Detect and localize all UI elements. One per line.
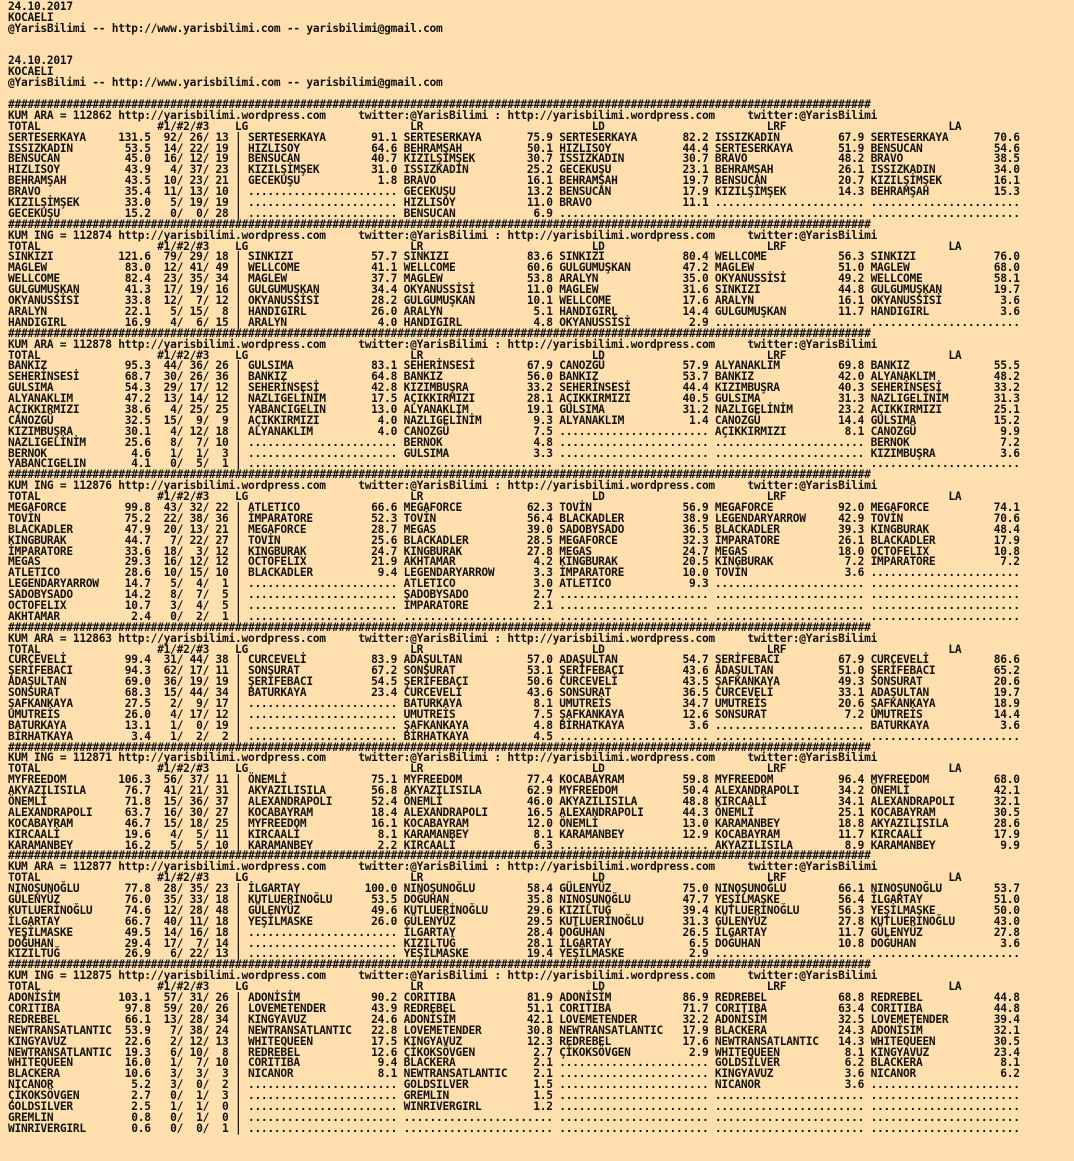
separator-line: ##################################################################################################################################### [8, 217, 871, 231]
separator-line: ##################################################################################################################################### [8, 468, 871, 482]
horse-row: MAGLEW 83.0 12/ 41/ 49 | WELLCOME 41.1 WELLCOME 60.6 GULGUMUŞKAN 47.2 MAGLEW 51.0 MAGLEW 68.0 [8, 261, 1020, 275]
horse-row: ALEXANDRAPOLI 63.7 16/ 30/ 27 | KOCABAYRAM 18.4 ALEXANDRAPOLI 16.5 ALEXANDRAPOLI 44.3 ÖNEMLİ 25.1 KOCABAYRAM 30.5 [8, 805, 1020, 819]
horse-row: NAZLIGELİNİM 25.6 8/ 7/ 10 | ....................... BERNOK 4.8 ....................... ....................... BERNOK 7.2 [8, 435, 1020, 449]
horse-row: GECEKUŞU 15.2 0/ 0/ 28 | ....................... BENSUCAN 6.9 ....................... ....................... ....................... [8, 206, 1020, 220]
horse-row: İLGARTAY 66.7 40/ 11/ 18 | YEŞİLMASKE 26.0 GÜLENYÜZ 29.5 KUTLUERİNOĞLU 31.3 GÜLENYÜZ 27.8 KUTLUERİNOĞLU 43.0 [8, 914, 1020, 928]
report-city: KOCAELI [8, 65, 54, 79]
race-sections [8, 100, 1074, 1135]
column-header: TOTAL #1/#2/#3 LG LR LD LRF LA [8, 490, 962, 504]
horse-row: ISSIZKADIN 53.5 14/ 22/ 19 | HIZLISOY 64.6 BEHRAMŞAH 50.1 HIZLISOY 44.4 SERTESERKAYA 51.9 BENSUCAN 54.6 [8, 141, 1020, 155]
contact-line: @YarisBilimi -- http://www.yarisbilimi.com -- yarisbilimi@gmail.com [8, 21, 443, 35]
horse-row: ADONİSİM 103.1 57/ 31/ 26 | ADONİSİM 90.2 CORITIBA 81.9 ADONİSİM 86.9 REDREBEL 68.8 REDREBEL 44.8 [8, 991, 1020, 1005]
horse-row: YABANCIGELIN 4.1 0/ 5/ 1 | ....................... ....................... ....................... ....................... ....................... [8, 457, 1020, 471]
horse-row: BLACKERA 10.6 3/ 3/ 3 | NICANOR 8.1 NEWTRANSATLANTIC 2.1 ....................... KINGYAVUZ 3.6 NICANOR 6.2 [8, 1067, 1020, 1081]
horse-row: ADAŞULTAN 69.0 36/ 19/ 19 | ŞERİFEBACI 54.5 ŞERİFEBACI 50.6 CURCEVELİ 43.5 ŞAFKANKAYA 49.3 SONSURAT 20.6 [8, 675, 1020, 689]
horse-row: NEWTRANSATLANTIC 53.9 7/ 38/ 24 | NEWTRANSATLANTIC 22.8 LOVEMETENDER 30.8 NEWTRANSATLANTIC 17.9 BLACKERA 24.3 ADONİSİM 32.1 [8, 1023, 1020, 1037]
horse-row: DOĞUHAN 29.4 17/ 7/ 14 | ....................... KIZILTUĞ 28.1 İLGARTAY 6.5 DOĞUHAN 10.8 DOĞUHAN 3.6 [8, 936, 1020, 950]
horse-row: GREMLIN 0.8 0/ 1/ 0 | ....................... ....................... ....................... ....................... ....................... [8, 1110, 1020, 1124]
horse-row: ÖNEMLİ 71.8 15/ 36/ 37 | ALEXANDRAPOLI 52.4 ÖNEMLİ 46.0 AKYAZILISILA 48.8 KIRCAALİ 34.1 ALEXANDRAPOLI 32.1 [8, 795, 1020, 809]
horse-row: BANKIZ 95.3 44/ 36/ 26 | GULSIMA 83.1 SEHERİNSESİ 67.9 CANOZGÜ 57.9 ALYANAKLIM 69.8 BANKIZ 55.5 [8, 359, 1020, 373]
horse-row: UMUTREİS 26.0 4/ 17/ 12 | ....................... UMUTREİS 7.5 ŞAFKANKAYA 12.6 SONSURAT 7.2 UMUTREİS 14.4 [8, 707, 1020, 721]
column-header: TOTAL #1/#2/#3 LG LR LD LRF LA [8, 762, 962, 776]
separator-line: ##################################################################################################################################### [8, 740, 871, 754]
horse-row: CURCEVELİ 99.4 31/ 44/ 38 | CURCEVELİ 83.9 ADAŞULTAN 57.0 ADAŞULTAN 54.7 ŞERİFEBACI 67.9 CURCEVELİ 86.6 [8, 653, 1020, 667]
horse-row: WELLCOME 82.4 23/ 35/ 34 | MAGLEW 37.7 MAGLEW 53.8 ARALYN 35.0 OKYANUSSİSİ 49.2 WELLCOME 58.1 [8, 272, 1020, 286]
horse-row: LEGENDARYARROW 14.7 5/ 4/ 1 | ....................... ATLETICO 3.0 ATLETICO 9.3 ....................... ....................... [8, 577, 1020, 591]
race-title: KUM ARA = 112862 http://yarisbilimi.wordpress.com twitter:@YarisBilimi : http://yarisbilimi.wordpress.com twitter:@YarisBilimi [8, 108, 878, 122]
horse-row: WHITEQUEEN 16.0 1/ 7/ 10 | CORITIBA 9.4 BLACKERA 2.1 ....................... GOLDSILVER 6.2 BLACKERA 8.1 [8, 1056, 1020, 1070]
race-title: KUM ING = 112876 http://yarisbilimi.wordpress.com twitter:@YarisBilimi : http://yarisbilimi.wordpress.com twitter:@YarisBilimi [8, 479, 878, 493]
horse-row: GOLDSILVER 2.5 1/ 1/ 0 | ....................... WINRIVERGIRL 1.2 ....................... ....................... ....................... [8, 1099, 1020, 1113]
horse-row: HIZLISOY 43.9 4/ 37/ 23 | KIZILŞİMŞEK 31.0 ISSIZKADIN 25.2 GECEKUŞU 23.1 BEHRAMŞAH 26.1 ISSIZKADIN 34.0 [8, 163, 1020, 177]
horse-row: AKYAZILISILA 76.7 41/ 21/ 31 | AKYAZILISILA 56.8 AKYAZILISILA 62.9 MYFREEDOM 50.4 ALEXANDRAPOLI 34.2 ÖNEMLİ 42.1 [8, 784, 1020, 798]
horse-row: ARALYN 22.1 5/ 15/ 8 | HANDIGIRL 26.0 ARALYN 5.1 HANDIGIRL 14.4 GULGUMUŞKAN 11.7 HANDIGIRL 3.6 [8, 304, 1020, 318]
race-title: KUM ARA = 112863 http://yarisbilimi.wordpress.com twitter:@YarisBilimi : http://yarisbilimi.wordpress.com twitter:@YarisBilimi [8, 631, 878, 645]
separator-line: ##################################################################################################################################### [8, 958, 871, 972]
horse-row: CORITIBA 97.8 59/ 20/ 26 | LOVEMETENDER 43.9 REDREBEL 51.1 CORITIBA 71.7 CORITIBA 63.4 CORITIBA 44.8 [8, 1001, 1020, 1015]
horse-row: BİRHATKAYA 3.4 1/ 2/ 2 | ....................... BİRHATKAYA 4.5 ....................... ....................... ....................... [8, 729, 1020, 743]
horse-row: KUTLUERİNOĞLU 74.6 12/ 28/ 48 | GÜLENYÜZ 49.6 KUTLUERİNOĞLU 29.6 KIZILTUĞ 39.4 KUTLUERİNOĞLU 56.3 YEŞİLMASKE 50.0 [8, 903, 1020, 917]
horse-row: ÇİKOKSÖVGEN 2.7 0/ 1/ 3 | ....................... GREMLIN 1.5 ....................... ....................... ....................... [8, 1089, 1020, 1103]
horse-row: KINGBURAK 44.7 7/ 22/ 27 | TOVİN 25.6 BLACKADLER 28.5 MEGAFORCE 32.3 İMPARATORE 26.1 BLACKADLER 17.9 [8, 533, 1020, 547]
horse-row: İMPARATORE 33.6 18/ 3/ 12 | KINGBURAK 24.7 KINGBURAK 27.8 MEGAS 24.7 MEGAS 18.0 OCTOFELIX 10.8 [8, 544, 1020, 558]
horse-row: SERTESERKAYA 131.5 92/ 26/ 13 | SERTESERKAYA 91.1 SERTESERKAYA 75.9 SERTESERKAYA 82.2 ISSIZKADIN 67.9 SERTESERKAYA 70.6 [8, 130, 1020, 144]
horse-row: OKYANUSSİSİ 33.8 12/ 7/ 12 | OKYANUSSİSİ 28.2 GULGUMUŞKAN 10.1 WELLCOME 17.6 ARALYN 16.1 OKYANUSSİSİ 3.6 [8, 294, 1020, 308]
report-date: 24.10.2017 [8, 54, 73, 68]
horse-row: KINGYAVUZ 22.6 2/ 12/ 13 | WHITEQUEEN 17.5 KINGYAVUZ 12.3 REDREBEL 17.6 NEWTRANSATLANTIC 14.3 WHITEQUEEN 30.5 [8, 1034, 1020, 1048]
column-header: TOTAL #1/#2/#3 LG LR LD LRF LA [8, 119, 962, 133]
horse-row: ŞAFKANKAYA 27.5 2/ 9/ 17 | ....................... BATURKAYA 8.1 UMUTREİS 34.7 UMUTREİS 20.6 ŞAFKANKAYA 18.9 [8, 697, 1020, 710]
horse-row: BATURKAYA 13.1 1/ 0/ 19 | ....................... ŞAFKANKAYA 4.8 BİRHATKAYA 3.6 ....................... BATURKAYA 3.6 [8, 718, 1020, 732]
race-title: KUM ING = 112871 http://yarisbilimi.wordpress.com twitter:@YarisBilimi : http://yarisbilimi.wordpress.com twitter:@YarisBilimi [8, 751, 878, 765]
column-header: TOTAL #1/#2/#3 LG LR LD LRF LA [8, 871, 962, 885]
race-title: KUM ING = 112875 http://yarisbilimi.wordpress.com twitter:@YarisBilimi : http://yarisbilimi.wordpress.com twitter:@YarisBilimi [8, 969, 878, 983]
blank-line [8, 46, 1074, 57]
horse-row: OCTOFELIX 10.7 3/ 4/ 5 | ....................... İMPARATORE 2.1 ....................... ....................... ....................... [8, 598, 1020, 612]
report-city: KOCAELI [8, 10, 54, 24]
horse-row: REDREBEL 66.1 13/ 28/ 34 | KINGYAVUZ 24.6 ADONİSİM 42.1 LOVEMETENDER 32.2 ADONİSİM 32.5 LOVEMETENDER 39.4 [8, 1012, 1020, 1026]
horse-row: BEHRAMŞAH 43.5 10/ 23/ 21 | GECEKUŞU 1.8 BRAVO 16.1 BEHRAMŞAH 19.7 BENSUCAN 20.7 KIZILŞİMŞEK 16.1 [8, 174, 1020, 188]
horse-row: GULGUMUŞKAN 41.3 17/ 19/ 16 | GULGUMUŞKAN 34.4 OKYANUSSİSİ 11.0 MAGLEW 31.6 SINKIZI 44.8 GULGUMUŞKAN 19.7 [8, 283, 1020, 297]
horse-row: GULSIMA 54.3 29/ 17/ 12 | SEHERİNSESİ 42.8 KIZIMBUŞRA 33.2 SEHERİNSESİ 44.4 KIZIMBUŞRA 40.3 SEHERİNSESİ 33.2 [8, 381, 1020, 395]
column-header: TOTAL #1/#2/#3 LG LR LD LRF LA [8, 348, 962, 362]
column-header: TOTAL #1/#2/#3 LG LR LD LRF LA [8, 239, 962, 253]
race-section [8, 470, 1074, 622]
race-section [8, 740, 1074, 852]
horse-row: KIZILŞİMŞEK 33.0 5/ 19/ 19 | ....................... HIZLISOY 11.0 BRAVO 11.1 ....................... ....................... [8, 196, 1020, 210]
horse-row: CANOZGÜ 32.5 15/ 9/ 9 | AÇIKKIRMIZI 4.0 NAZLIGELİNİM 9.3 ALYANAKLIM 1.4 CANOZGÜ 14.4 GULSIMA 15.2 [8, 413, 1020, 427]
horse-row: MYFREEDOM 106.3 56/ 37/ 11 | ÖNEMLİ 75.1 MYFREEDOM 77.4 KOCABAYRAM 59.8 MYFREEDOM 96.4 MYFREEDOM 68.0 [8, 773, 1020, 787]
horse-row: KIRCAALİ 19.6 4/ 5/ 11 | KIRCAALİ 8.1 KARAMANBEY 8.1 KARAMANBEY 12.9 KOCABAYRAM 11.7 KIRCAALİ 17.9 [8, 827, 1020, 841]
horse-row: NICANOR 5.2 3/ 0/ 2 | ....................... GOLDSILVER 1.5 ....................... NICANOR 3.6 ....................... [8, 1078, 1020, 1092]
horse-row: WINRIVERGIRL 0.6 0/ 0/ 1 | ....................... ....................... ....................... ....................... ....................... [8, 1121, 1020, 1135]
horse-row: NINOŞUNOĞLU 77.8 28/ 35/ 23 | İLGARTAY 100.0 NINOŞUNOĞLU 58.4 GÜLENYÜZ 75.0 NINOŞUNOĞLU 66.1 NINOŞUNOĞLU 53.7 [8, 882, 1020, 896]
horse-row: KARAMANBEY 16.2 5/ 5/ 10 | KARAMANBEY 2.2 KIRCAALİ 6.3 ....................... AKYAZILISILA 8.9 KARAMANBEY 9.9 [8, 838, 1020, 852]
horse-row: SINKIZI 121.6 79/ 29/ 18 | SINKIZI 57.7 SINKIZI 83.6 SINKIZI 80.4 WELLCOME 56.3 SINKIZI 76.0 [8, 250, 1020, 264]
horse-row: BLACKADLER 47.9 20/ 13/ 21 | MEGAFORCE 28.7 MEGAS 39.0 SADOBYSADO 36.5 BLACKADLER 39.3 KINGBURAK 48.4 [8, 522, 1020, 536]
separator-line: ##################################################################################################################################### [8, 849, 871, 863]
horse-row: SADOBYSADO 14.2 8/ 7/ 5 | ....................... SADOBYSADO 2.7 ....................... ....................... ....................... [8, 588, 1020, 602]
report-date: 24.10.2017 [8, 0, 73, 13]
horse-row: BENSUCAN 45.0 16/ 12/ 19 | BENSUCAN 40.7 KIZILŞİMŞEK 30.7 ISSIZKADIN 30.7 BRAVO 48.2 BRAVO 38.5 [8, 152, 1020, 166]
separator-line: ##################################################################################################################################### [8, 98, 871, 112]
horse-row: KOCABAYRAM 46.7 15/ 18/ 25 | MYFREEDOM 16.1 KOCABAYRAM 12.0 ÖNEMLİ 13.0 KARAMANBEY 18.8 AKYAZILISILA 28.6 [8, 816, 1020, 830]
separator-line: ##################################################################################################################################### [8, 326, 871, 340]
race-title: KUM ARA = 112878 http://yarisbilimi.wordpress.com twitter:@YarisBilimi : http://yarisbilimi.wordpress.com twitter:@YarisBilimi [8, 337, 878, 351]
horse-row: NEWTRANSATLANTIC 19.3 6/ 10/ 8 | REDREBEL 12.6 ÇİKOKSÖVGEN 2.7 ÇİKOKSÖVGEN 2.9 WHITEQUEEN 8.1 KINGYAVUZ 23.4 [8, 1045, 1020, 1059]
column-header: TOTAL #1/#2/#3 LG LR LD LRF LA [8, 642, 962, 656]
race-section [8, 851, 1074, 960]
horse-row: GÜLENYÜZ 76.0 35/ 33/ 18 | KUTLUERİNOĞLU 53.5 DOĞUHAN 35.8 NINOŞUNOĞLU 47.7 YEŞİLMASKE 56.4 İLGARTAY 51.0 [8, 893, 1020, 907]
separator-line: ##################################################################################################################################### [8, 620, 871, 634]
column-header: TOTAL #1/#2/#3 LG LR LD LRF LA [8, 980, 962, 994]
race-section [8, 620, 1074, 743]
horse-row: MEGAS 29.3 16/ 12/ 12 | OCTOFELIX 21.9 AKHTAMAR 4.2 KINGBURAK 20.5 KINGBURAK 7.2 İMPARATORE 7.2 [8, 555, 1020, 569]
horse-row: YEŞİLMASKE 49.5 14/ 16/ 18 | ....................... İLGARTAY 28.4 DOĞUHAN 26.5 İLGARTAY 11.7 GÜLENYÜZ 27.8 [8, 925, 1020, 939]
horse-row: ATLETICO 28.6 10/ 15/ 10 | BLACKADLER 9.4 LEGENDARYARROW 3.3 İMPARATORE 10.0 TOVİN 3.6 ....................... [8, 566, 1020, 580]
race-title: KUM ING = 112874 http://yarisbilimi.wordpress.com twitter:@YarisBilimi : http://yarisbilimi.wordpress.com twitter:@YarisBilimi [8, 228, 878, 242]
horse-row: MEGAFORCE 99.8 43/ 32/ 22 | ATLETICO 66.6 MEGAFORCE 62.3 TOVİN 56.9 MEGAFORCE 92.0 MEGAFORCE 74.1 [8, 500, 1020, 514]
race-section [8, 960, 1074, 1134]
blank-line [8, 35, 1074, 46]
horse-row: ALYANAKLIM 47.2 13/ 14/ 12 | NAZLIGELİNİM 17.5 AÇIKKIRMIZI 28.1 AÇIKKIRMIZI 40.5 GULSIMA 31.3 NAZLIGELİNİM 31.3 [8, 392, 1020, 406]
race-section [8, 217, 1074, 329]
horse-row: AKHTAMAR 2.4 0/ 2/ 1 | ....................... ....................... ....................... ....................... ....................... [8, 609, 1020, 623]
horse-row: SONSURAT 68.3 15/ 44/ 34 | BATURKAYA 23.4 CURCEVELİ 43.6 SONSURAT 36.5 CURCEVELİ 33.1 ADAŞULTAN 19.7 [8, 686, 1020, 700]
horse-row: SEHERİNSESİ 68.7 30/ 26/ 36 | BANKIZ 64.8 BANKIZ 56.0 BANKIZ 53.7 BANKIZ 42.0 ALYANAKLIM 48.2 [8, 370, 1020, 384]
horse-row: TOVİN 75.2 22/ 38/ 36 | İMPARATORE 52.3 TOVİN 56.4 BLACKADLER 38.9 LEGENDARYARROW 42.9 TOVİN 70.6 [8, 511, 1020, 525]
horse-row: AÇIKKIRMIZI 38.6 4/ 25/ 25 | YABANCIGELIN 13.0 ALYANAKLIM 19.1 GULSIMA 31.2 NAZLIGELİNİM 23.2 AÇIKKIRMIZI 25.1 [8, 402, 1020, 416]
contact-line: @YarisBilimi -- http://www.yarisbilimi.com -- yarisbilimi@gmail.com [8, 76, 443, 90]
race-section [8, 100, 1074, 220]
horse-row: KIZIMBUŞRA 30.1 4/ 12/ 18 | ALYANAKLIM 4.0 CANOZGÜ 7.5 ....................... AÇIKKIRMIZI 8.1 CANOZGÜ 9.9 [8, 424, 1020, 438]
horse-row: ŞERİFEBACI 94.3 62/ 17/ 11 | SONSURAT 67.2 SONSURAT 53.1 ŞERİFEBACI 43.6 ADAŞULTAN 51.0 ŞERİFEBACI 65.2 [8, 664, 1020, 678]
horse-row: BRAVO 35.4 11/ 13/ 10 | ....................... GECEKUŞU 13.2 BENSUCAN 17.9 KIZILŞİMŞEK 14.3 BEHRAMŞAH 15.3 [8, 185, 1020, 199]
horse-row: HANDIGIRL 16.9 4/ 6/ 15 | ARALYN 4.0 HANDIGIRL 4.8 OKYANUSSİSİ 2.9 ....................... ....................... [8, 315, 1020, 329]
horse-row: BERNOK 4.6 1/ 1/ 3 | ....................... GULSIMA 3.3 ....................... ....................... KIZIMBUŞRA 3.6 [8, 446, 1020, 460]
horse-row: KIZILTUĞ 26.9 6/ 22/ 13 | ....................... YEŞİLMASKE 19.4 YEŞİLMASKE 2.9 ....................... ....................... [8, 947, 1020, 961]
race-title: KUM ARA = 112877 http://yarisbilimi.wordpress.com twitter:@YarisBilimi : http://yarisbilimi.wordpress.com twitter:@YarisBilimi [8, 860, 878, 874]
race-section [8, 326, 1074, 471]
